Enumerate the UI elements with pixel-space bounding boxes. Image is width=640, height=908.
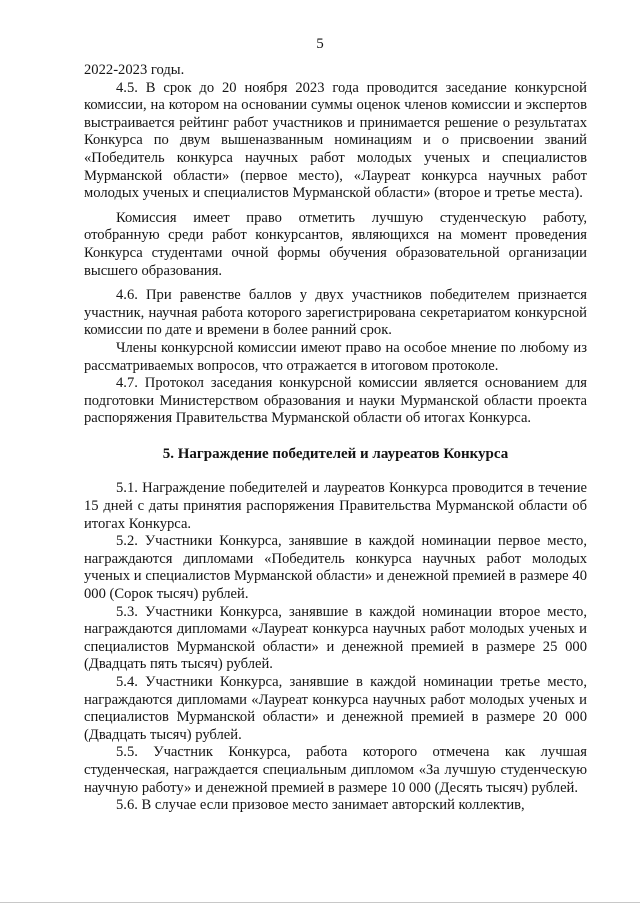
paragraph-5-3: 5.3. Участники Конкурса, занявшие в каждой номинации второе место, награждаются дипломами «Лауреат конкурса научных работ молодых ученых и специалистов Мурманской области» и денежной премией в размере 25 000 (Двадцать пять тысяч) рублей.: [84, 603, 587, 673]
paragraph-5-1: 5.1. Награждение победителей и лауреатов Конкурса проводится в течение 15 дней с даты принятия распоряжения Правительства Мурманской области об итогах Конкурса.: [84, 480, 587, 532]
paragraph-5-4: 5.4. Участники Конкурса, занявшие в каждой номинации третье место, награждаются дипломами «Лауреат конкурса научных работ молодых ученых и специалистов Мурманской области» и денежной премией в размере 20 000 (Двадцать тысяч) рублей.: [84, 674, 587, 743]
paragraph-4-7: 4.7. Протокол заседания конкурсной комиссии является основанием для подготовки Министерством образования и науки Мурманской области проекта распоряжения Правительства Мурманской области об итогах Конкурса.: [84, 375, 587, 427]
paragraph-4-5: 4.5. В срок до 20 ноября 2023 года проводится заседание конкурсной комиссии, на котором на основании суммы оценок членов комиссии и экспертов выстраивается рейтинг работ участников и принимается решение о результатах Конкурса по двум вышеназванным номинациям и о присвоении званий «Победитель конкурса научных работ молодых ученых и специалистов Мурманской области» (первое место), «Лауреат конкурса научных работ молодых ученых и специалистов Мурманской области» (второе и третье места).: [84, 79, 587, 202]
section-heading-5: 5. Награждение победителей и лауреатов Конкурса: [162, 445, 509, 462]
paragraph-commission-right: Комиссия имеет право отметить лучшую студенческую работу, отобранную среди работ конкурсантов, являющихся на момент проведения Конкурса студентами очной формы обучения образовательной организации высшего образования.: [84, 209, 587, 279]
paragraph-4-6: 4.6. При равенстве баллов у двух участников победителем признается участник, научная работа которого зарегистрирована секретариатом конкурсной комиссии по дате и времени в более ранний срок.: [84, 287, 587, 339]
paragraph-commission-members: Члены конкурсной комиссии имеют право на особое мнение по любому из рассматриваемых вопросов, что отражается в итоговом протоколе.: [84, 339, 587, 374]
paragraph-5-6: 5.6. В случае если призовое место занимает авторский коллектив,: [116, 797, 525, 814]
paragraph-intro: 2022-2023 годы.: [84, 62, 185, 78]
page-number: 5: [316, 36, 324, 52]
document-body: [84, 62, 587, 815]
scan-edge-line: [0, 902, 640, 903]
paragraph-5-5: 5.5. Участник Конкурса, работа которого отмечена как лучшая студенческая, награждается специальным дипломом «За лучшую студенческую научную работу» и денежной премией в размере 10 000 (Десять тысяч) рублей.: [84, 744, 587, 796]
paragraph-5-2: 5.2. Участники Конкурса, занявшие в каждой номинации первое место, награждаются дипломами «Победитель конкурса научных работ молодых ученых и специалистов Мурманской области» и денежной премией в размере 40 000 (Сорок тысяч) рублей.: [84, 533, 587, 603]
